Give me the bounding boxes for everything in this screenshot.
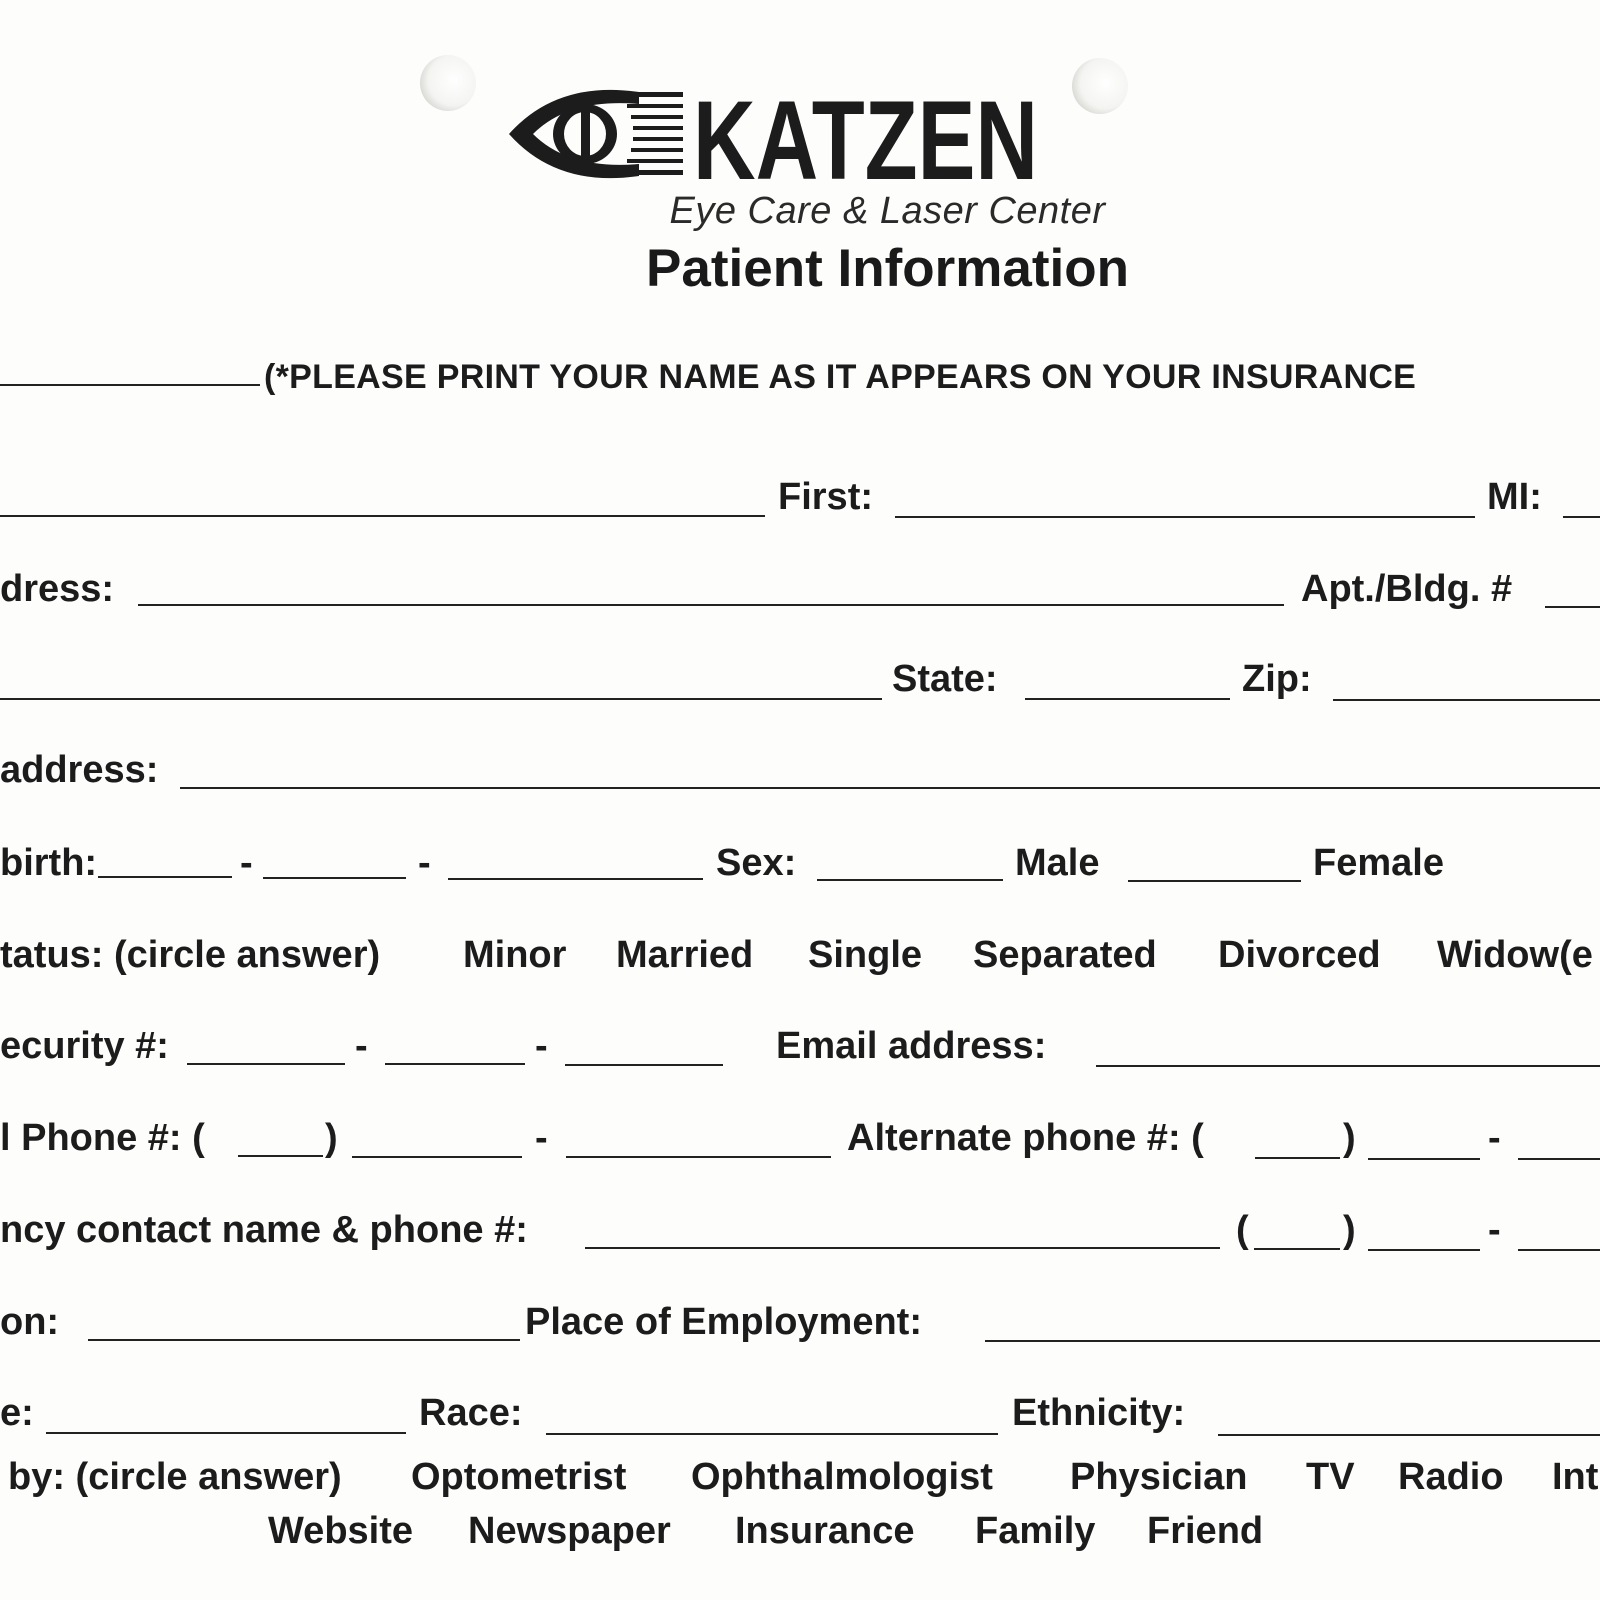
emergency-area-code-field[interactable] bbox=[1254, 1248, 1340, 1250]
emergency-paren-open: ( bbox=[1236, 1209, 1249, 1251]
alt-phone-paren-close: ) bbox=[1343, 1117, 1356, 1159]
first-name-field[interactable] bbox=[895, 516, 1475, 518]
occupation-label: on: bbox=[0, 1301, 60, 1343]
phone-area-code-field[interactable] bbox=[238, 1155, 323, 1157]
marital-option-minor[interactable]: Minor bbox=[463, 934, 567, 976]
emergency-paren-close: ) bbox=[1343, 1209, 1356, 1251]
ssn-label: ecurity #: bbox=[0, 1025, 169, 1067]
marital-status-label: tatus: (circle answer) bbox=[0, 934, 381, 976]
sex-label: Sex: bbox=[716, 842, 797, 884]
birth-dash-1: - bbox=[240, 842, 253, 884]
phone-paren-close: ) bbox=[325, 1117, 338, 1159]
marital-option-separated[interactable]: Separated bbox=[973, 934, 1157, 976]
alt-phone-dash: - bbox=[1488, 1117, 1501, 1159]
address-field[interactable] bbox=[138, 604, 1284, 606]
apt-label: Apt./Bldg. # bbox=[1301, 568, 1513, 610]
address-label: dress: bbox=[0, 568, 115, 610]
marital-status-row bbox=[0, 918, 1600, 978]
emergency-prefix-field[interactable] bbox=[1368, 1249, 1480, 1251]
mailing-address-label: address: bbox=[0, 749, 159, 791]
last-name-field[interactable] bbox=[0, 515, 765, 517]
apt-field[interactable] bbox=[1545, 606, 1600, 608]
email-field[interactable] bbox=[1096, 1065, 1600, 1067]
birth-label: birth: bbox=[0, 842, 98, 884]
ethnicity-label: Ethnicity: bbox=[1012, 1392, 1186, 1434]
phone-dash: - bbox=[535, 1117, 548, 1159]
first-label: First: bbox=[778, 476, 873, 518]
referral-option-insurance[interactable]: Insurance bbox=[735, 1510, 915, 1552]
city-field[interactable] bbox=[0, 698, 882, 700]
emergency-dash: - bbox=[1488, 1209, 1501, 1251]
referral-row bbox=[0, 1440, 1600, 1500]
female-label: Female bbox=[1313, 842, 1444, 884]
state-field[interactable] bbox=[1025, 698, 1230, 700]
alt-phone-prefix-field[interactable] bbox=[1368, 1158, 1480, 1160]
sex-female-field[interactable] bbox=[1128, 880, 1301, 882]
employment-label: Place of Employment: bbox=[525, 1301, 922, 1343]
birth-year-field[interactable] bbox=[448, 878, 703, 880]
male-label: Male bbox=[1015, 842, 1100, 884]
marital-option-widowed[interactable]: Widow(e bbox=[1437, 934, 1593, 976]
sex-male-field[interactable] bbox=[817, 879, 1003, 881]
birth-day-field[interactable] bbox=[263, 877, 406, 879]
referral-option-friend[interactable]: Friend bbox=[1147, 1510, 1264, 1552]
mi-field[interactable] bbox=[1563, 516, 1600, 518]
employment-field[interactable] bbox=[985, 1340, 1600, 1342]
punch-hole-left bbox=[420, 55, 476, 111]
ssn-part-1-field[interactable] bbox=[187, 1063, 345, 1065]
address-row bbox=[0, 552, 1600, 612]
emergency-line-field[interactable] bbox=[1518, 1249, 1600, 1251]
logo-subtitle: Eye Care & Laser Center bbox=[669, 190, 1106, 232]
language-field[interactable] bbox=[46, 1432, 406, 1434]
page-title: Patient Information bbox=[646, 239, 1129, 298]
phone-row bbox=[0, 1101, 1600, 1161]
katzen-logo bbox=[507, 78, 1047, 203]
referral-option-internet[interactable]: Int bbox=[1552, 1456, 1599, 1498]
race-label: Race: bbox=[419, 1392, 523, 1434]
mailing-address-field[interactable] bbox=[180, 787, 1600, 789]
phone-line-field[interactable] bbox=[566, 1156, 831, 1158]
ssn-part-2-field[interactable] bbox=[385, 1063, 525, 1065]
referral-option-newspaper[interactable]: Newspaper bbox=[468, 1510, 671, 1552]
emergency-contact-row bbox=[0, 1193, 1600, 1253]
zip-label: Zip: bbox=[1242, 658, 1312, 700]
birth-dash-2: - bbox=[418, 842, 431, 884]
ssn-dash-1: - bbox=[355, 1025, 368, 1067]
birth-sex-row bbox=[0, 826, 1600, 886]
referral-option-website[interactable]: Website bbox=[268, 1510, 414, 1552]
demographics-row bbox=[0, 1376, 1600, 1436]
name-line[interactable] bbox=[0, 384, 260, 386]
referral-option-radio[interactable]: Radio bbox=[1398, 1456, 1504, 1498]
referral-option-family[interactable]: Family bbox=[975, 1510, 1096, 1552]
punch-hole-right bbox=[1072, 58, 1128, 114]
email-label: Email address: bbox=[776, 1025, 1047, 1067]
name-row bbox=[0, 460, 1600, 520]
mi-label: MI: bbox=[1487, 476, 1542, 518]
state-label: State: bbox=[892, 658, 998, 700]
city-state-zip-row bbox=[0, 642, 1600, 702]
eye-icon bbox=[509, 90, 683, 178]
referral-option-optometrist[interactable]: Optometrist bbox=[411, 1456, 627, 1498]
emergency-contact-name-field[interactable] bbox=[585, 1247, 1220, 1249]
marital-option-divorced[interactable]: Divorced bbox=[1218, 934, 1381, 976]
ethnicity-field[interactable] bbox=[1218, 1434, 1600, 1436]
language-label: e: bbox=[0, 1392, 34, 1434]
alt-phone-line-field[interactable] bbox=[1518, 1158, 1600, 1160]
mailing-address-row bbox=[0, 733, 1600, 793]
referral-row-2 bbox=[0, 1494, 1600, 1554]
phone-label: l Phone #: ( bbox=[0, 1117, 205, 1159]
marital-option-married[interactable]: Married bbox=[616, 934, 754, 976]
occupation-field[interactable] bbox=[88, 1339, 520, 1341]
race-field[interactable] bbox=[546, 1433, 998, 1435]
marital-option-single[interactable]: Single bbox=[808, 934, 923, 976]
referral-option-tv[interactable]: TV bbox=[1306, 1456, 1355, 1498]
ssn-dash-2: - bbox=[535, 1025, 548, 1067]
employment-row bbox=[0, 1285, 1600, 1345]
name-note-row bbox=[0, 340, 1600, 400]
zip-field[interactable] bbox=[1333, 699, 1600, 701]
referral-option-physician[interactable]: Physician bbox=[1070, 1456, 1248, 1498]
referral-option-ophthalmologist[interactable]: Ophthalmologist bbox=[691, 1456, 993, 1498]
referral-label: by: (circle answer) bbox=[8, 1456, 342, 1498]
emergency-contact-label: ncy contact name & phone #: bbox=[0, 1209, 528, 1251]
alt-phone-label: Alternate phone #: ( bbox=[847, 1117, 1204, 1159]
alt-phone-area-code-field[interactable] bbox=[1255, 1157, 1340, 1159]
logo-wordmark: KATZEN bbox=[693, 78, 1038, 203]
phone-prefix-field[interactable] bbox=[352, 1156, 522, 1158]
ssn-part-3-field[interactable] bbox=[565, 1064, 723, 1066]
birth-month-field[interactable] bbox=[98, 876, 232, 878]
ssn-email-row bbox=[0, 1009, 1600, 1069]
name-instruction: (*PLEASE PRINT YOUR NAME AS IT APPEARS ON YOUR INSURANCE bbox=[264, 358, 1417, 396]
